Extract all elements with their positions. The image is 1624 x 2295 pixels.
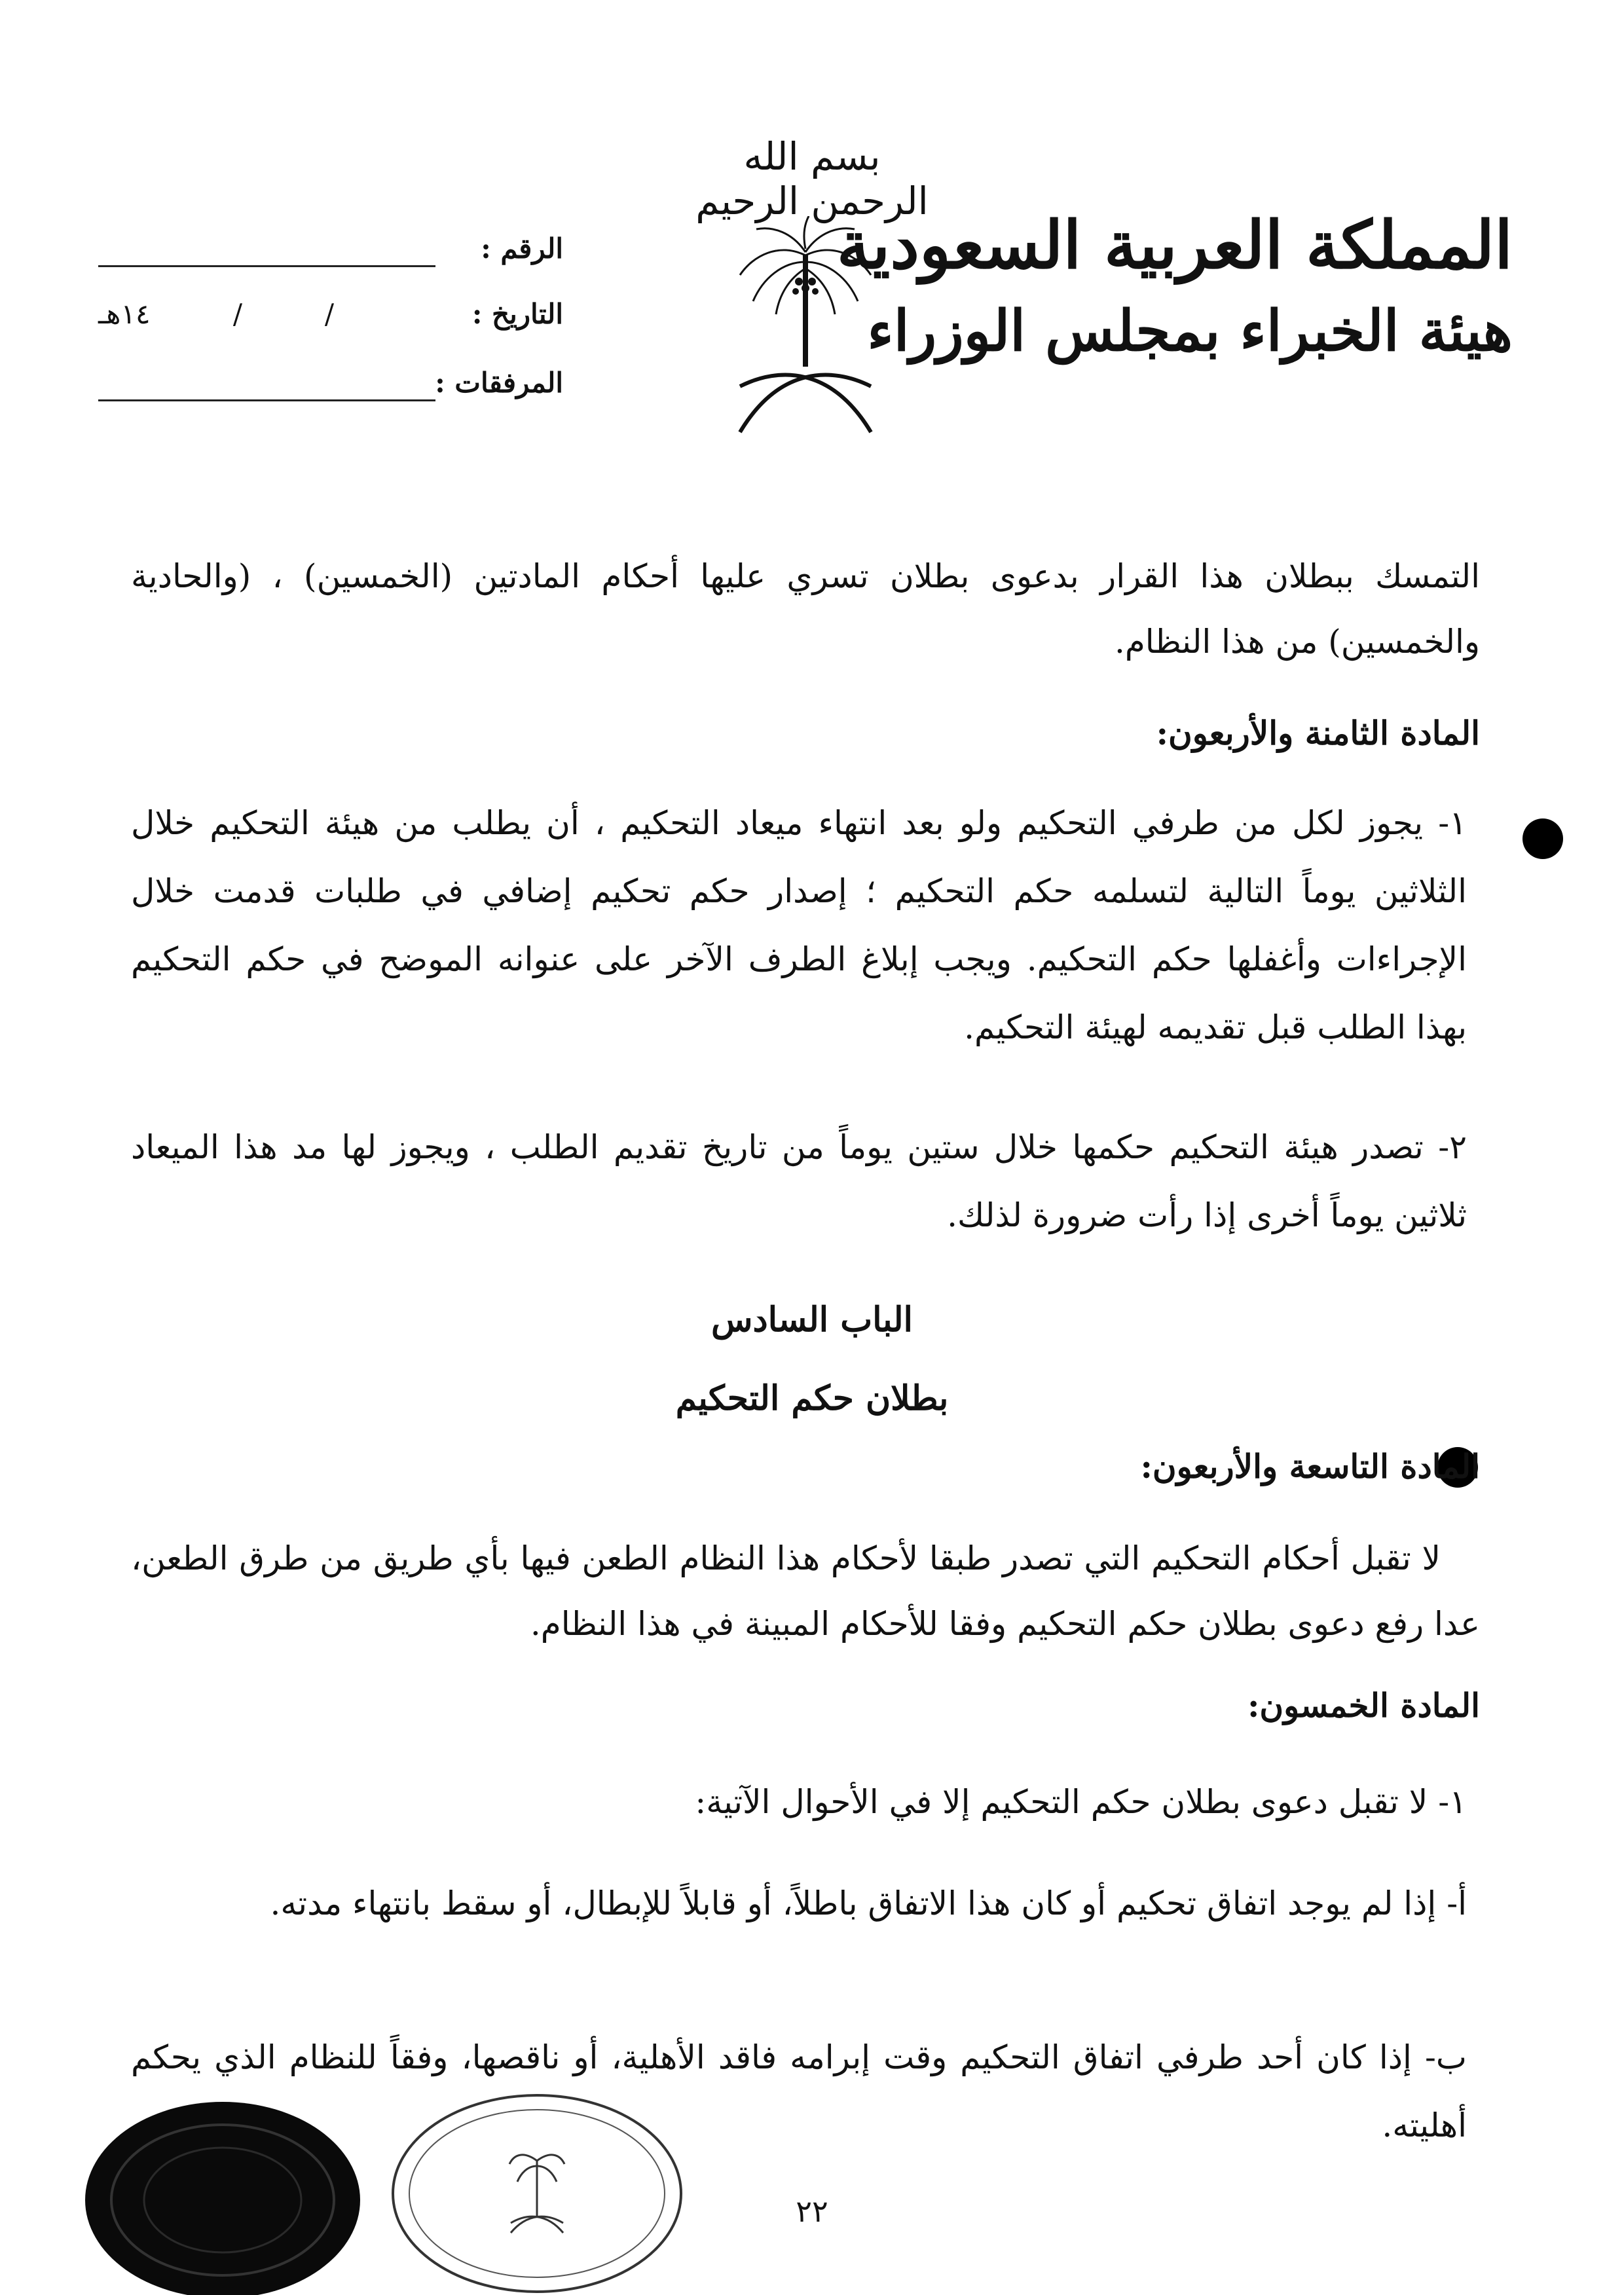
black-round-seal-icon	[82, 2076, 363, 2295]
item-number: ١-	[1438, 804, 1467, 842]
attachments-line	[98, 399, 435, 401]
article-50-clause-a	[131, 1869, 1467, 1937]
item-number: ١-	[1438, 1783, 1467, 1821]
attachments-field	[92, 367, 563, 413]
article-48-item-2	[131, 1113, 1467, 1249]
date-slash: /	[324, 298, 334, 330]
article-49-title: المادة التاسعة والأربعون:	[1140, 1447, 1480, 1486]
basmala: بسم الله الرحمن الرحيم	[695, 134, 929, 223]
official-oval-stamp-icon	[386, 2082, 688, 2295]
article-48-item-1	[131, 789, 1467, 1061]
clause-text: إذا لم يوجد اتفاق تحكيم أو كان هذا الاتفاق باطلاً، أو قابلاً للإبطال، أو سقط بانتهاء مدته.	[270, 1884, 1437, 1922]
page-number: ٢٢	[796, 2194, 828, 2229]
org-name-line2: هيئة الخبراء بمجلس الوزراء	[867, 298, 1513, 364]
chapter-title: بطلان حكم التحكيم	[675, 1378, 949, 1418]
item-text: يجوز لكل من طرفي التحكيم ولو بعد انتهاء ميعاد التحكيم ، أن يطلب من هيئة التحكيم خلال الثلاثين يوماً التالية لتسلمه حكم التحكيم ؛ إصدار حكم تحكيم إضافي في طلبات قدمت خلال الإجراءات وأغفلها حكم التحكيم. ويجب إبلاغ الطرف الآخر على عنوانه الموضح في حكم التحكيم بهذا الطلب قبل تقديمه لهيئة التحكيم.	[131, 804, 1467, 1046]
article-50-item-1	[131, 1768, 1467, 1836]
article-49-paragraph: لا تقبل أحكام التحكيم التي تصدر طبقا لأحكام هذا النظام الطعن فيها بأي طريق من طرق الطعن، عدا رفع دعوى بطلان حكم التحكيم وفقا للأحكام المبينة في هذا النظام.	[131, 1539, 1480, 1643]
org-name-line1: المملكة العربية السعودية	[836, 206, 1513, 284]
bullet-marker-icon	[1522, 818, 1563, 859]
date-slash: /	[232, 298, 242, 330]
chapter-heading: الباب السادس	[710, 1300, 913, 1340]
date-label: التاريخ :	[471, 298, 563, 330]
clause-letter: ب-	[1425, 2038, 1467, 2076]
clause-letter: أ-	[1447, 1884, 1467, 1922]
clause-text: إذا كان أحد طرفي اتفاق التحكيم وقت إبرامه فاقد الأهلية، أو ناقصها، وفقاً للنظام الذي يحكم أهليته.	[131, 2038, 1467, 2144]
reference-field	[92, 232, 563, 278]
article-50-title: المادة الخمسون:	[1247, 1686, 1480, 1725]
attachments-label: المرفقات :	[435, 367, 563, 399]
palm-swords-emblem-icon	[727, 216, 884, 452]
date-suffix: ١٤هـ	[98, 298, 151, 330]
reference-line	[98, 265, 435, 267]
item-text: تصدر هيئة التحكيم حكمها خلال ستين يوماً من تاريخ تقديم الطلب ، ويجوز لها مد هذا الميعاد ثلاثين يوماً أخرى إذا رأت ضرورة لذلك.	[131, 1128, 1467, 1234]
reference-label: الرقم :	[481, 232, 563, 265]
continuation-paragraph: التمسك ببطلان هذا القرار بدعوى بطلان تسري عليها أحكام المادتين (الخمسين) ، (والحادية والخمسين) من هذا النظام.	[131, 557, 1480, 661]
article-48-title: المادة الثامنة والأربعون:	[1156, 714, 1480, 752]
date-field	[92, 298, 563, 344]
item-number: ٢-	[1438, 1128, 1467, 1166]
item-text: لا تقبل دعوى بطلان حكم التحكيم إلا في الأحوال الآتية:	[695, 1783, 1428, 1821]
